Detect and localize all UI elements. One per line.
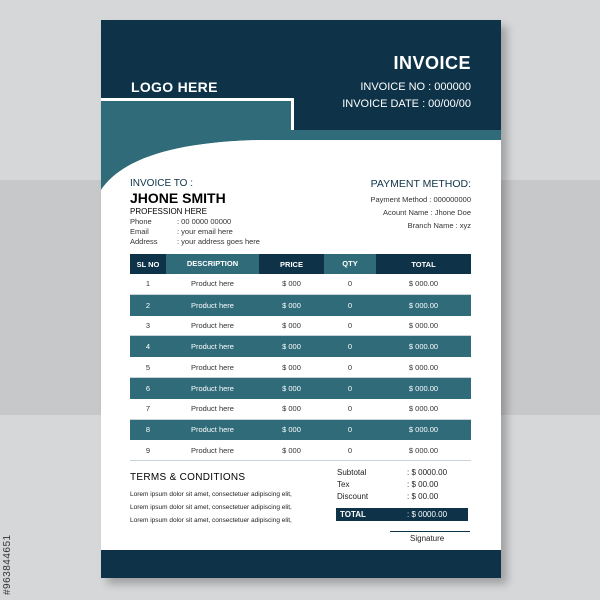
table-row: 4 Product here $ 000 0 $ 000.00 [130,336,471,357]
stock-id: #963844651 [2,534,13,595]
client-name: JHONE SMITH [130,190,226,206]
logo-text: LOGO HERE [131,79,218,95]
table-row: 7 Product here $ 000 0 $ 000.00 [130,399,471,420]
account-name-row: Acount Name : Jhone Doe [383,208,471,217]
terms-line: Lorem ipsum dolor sit amet, consectetuer adipiscing elit, [130,504,292,511]
table-row: 9 Product here $ 000 0 $ 000.00 [130,440,471,461]
payment-method-row: Payment Method : 000000000 [370,195,471,204]
table-row: 1 Product here $ 000 0 $ 000.00 [130,274,471,295]
signature-line [390,531,470,532]
invoice-title: INVOICE [393,53,471,73]
invoice-date: INVOICE DATE : 00/00/00 [342,98,471,110]
client-phone: Phone : 00 0000 00000 [130,217,232,226]
header-qty: QTY [324,254,376,274]
header-total: TOTAL [411,259,436,269]
invoice-page [101,20,501,578]
payment-method-title: PAYMENT METHOD: [370,178,471,190]
client-profession: PROFESSION HERE [130,207,207,216]
table-row: 6 Product here $ 000 0 $ 000.00 [130,378,471,399]
terms-line: Lorem ipsum dolor sit amet, consectetuer adipiscing elit, [130,491,292,498]
header-price: PRICE [280,259,303,269]
table-row: 8 Product here $ 000 0 $ 000.00 [130,420,471,441]
invoice-number: INVOICE NO : 000000 [360,81,471,93]
branch-name-row: Branch Name : xyz [407,221,471,230]
client-address: Address : your address goes here [130,237,260,246]
total-row: TOTAL : $ 0000.00 [336,508,468,521]
signature-label: Signature [410,534,445,543]
table-row: 2 Product here $ 000 0 $ 000.00 [130,295,471,316]
invoice-to-label: INVOICE TO : [130,178,193,189]
footer-band [101,550,501,578]
discount-row: Discount : $ 00.00 [337,492,439,501]
table-row: 5 Product here $ 000 0 $ 000.00 [130,357,471,378]
client-email: Email : your email here [130,227,233,236]
subtotal-row: Subtotal : $ 0000.00 [337,468,448,477]
terms-line: Lorem ipsum dolor sit amet, consectetuer adipiscing elit, [130,517,292,524]
header-sl-no: SL NO [136,259,160,269]
header-description: DESCRIPTION [166,254,259,274]
table-row: 3 Product here $ 000 0 $ 000.00 [130,316,471,337]
table-header [130,254,471,274]
tax-row: Tex : $ 00.00 [337,480,439,489]
items-table [130,254,471,461]
terms-title: TERMS & CONDITIONS [130,472,246,483]
